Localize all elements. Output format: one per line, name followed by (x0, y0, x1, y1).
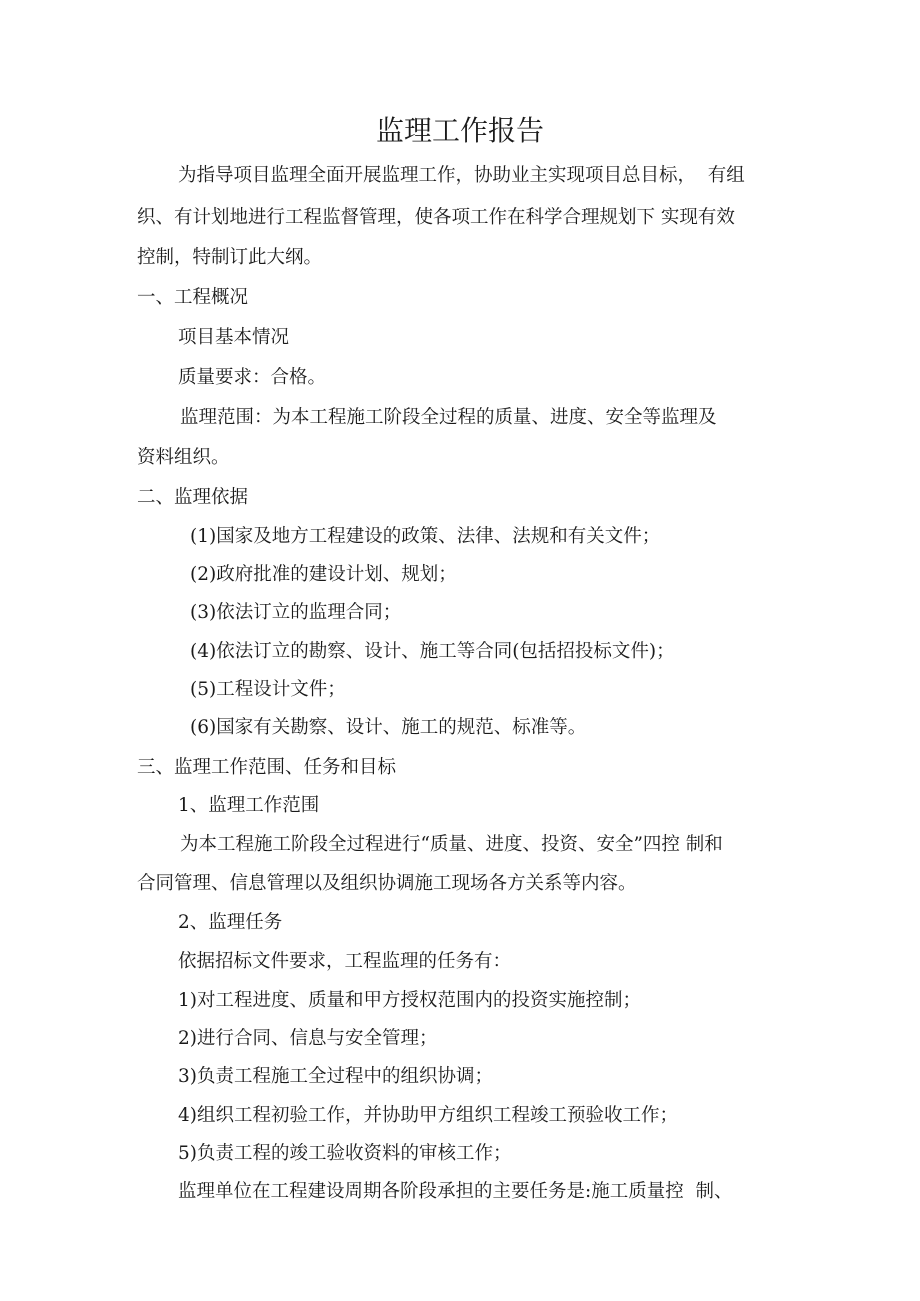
section-heading-2: 二、监理依据 (137, 487, 249, 508)
list-item: (2)政府批准的建设计划、规划； (190, 564, 457, 585)
text-line: 项目基本情况 (178, 327, 290, 348)
text-line: 质量要求：合格。 (178, 367, 327, 388)
list-item: 2)进行合同、信息与安全管理； (178, 1028, 438, 1049)
list-item: 3)负责工程施工全过程中的组织协调； (178, 1066, 493, 1087)
document-title: 监理工作报告 (375, 114, 544, 147)
intro-paragraph-line-1: 为指导项目监理全面开展监理工作，协助业主实现项目总目标， 有组 (178, 165, 745, 186)
subsection-heading: 2、监理任务 (178, 912, 283, 933)
text-line: 资料组织。 (137, 447, 230, 468)
intro-paragraph-line-2: 织、有计划地进行工程监督管理，使各项工作在科学合理规划下 实现有效 (137, 207, 735, 228)
text-line: 监理范围：为本工程施工阶段全过程的质量、进度、安全等监理及 (180, 407, 717, 428)
section-heading-3: 三、监理工作范围、任务和目标 (137, 757, 397, 778)
text-line: 依据招标文件要求，工程监理的任务有： (178, 951, 512, 972)
text-line: 为本工程施工阶段全过程进行“质量、进度、投资、安全”四控 制和 (180, 834, 723, 855)
text-line: 合同管理、信息管理以及组织协调施工现场各方关系等内容。 (137, 873, 637, 894)
section-heading-1: 一、工程概况 (137, 287, 249, 308)
list-item: 4)组织工程初验工作，并协助甲方组织工程竣工预验收工作； (178, 1105, 678, 1126)
list-item: (5)工程设计文件； (190, 679, 346, 700)
subsection-heading: 1、监理工作范围 (178, 795, 320, 816)
intro-paragraph-line-3: 控制，特制订此大纲。 (137, 247, 323, 268)
list-item: 1)对工程进度、质量和甲方授权范围内的投资实施控制； (178, 990, 641, 1011)
list-item: 5)负责工程的竣工验收资料的审核工作； (178, 1143, 512, 1164)
text-line: 监理单位在工程建设周期各阶段承担的主要任务是:施工质量控 制、 (178, 1181, 733, 1202)
list-item: (1)国家及地方工程建设的政策、法律、法规和有关文件； (190, 526, 661, 547)
list-item: (4)依法订立的勘察、设计、施工等合同(包括招投标文件)； (190, 641, 675, 662)
list-item: (3)依法订立的监理合同； (190, 602, 402, 623)
list-item: (6)国家有关勘察、设计、施工的规范、标准等。 (190, 717, 587, 738)
